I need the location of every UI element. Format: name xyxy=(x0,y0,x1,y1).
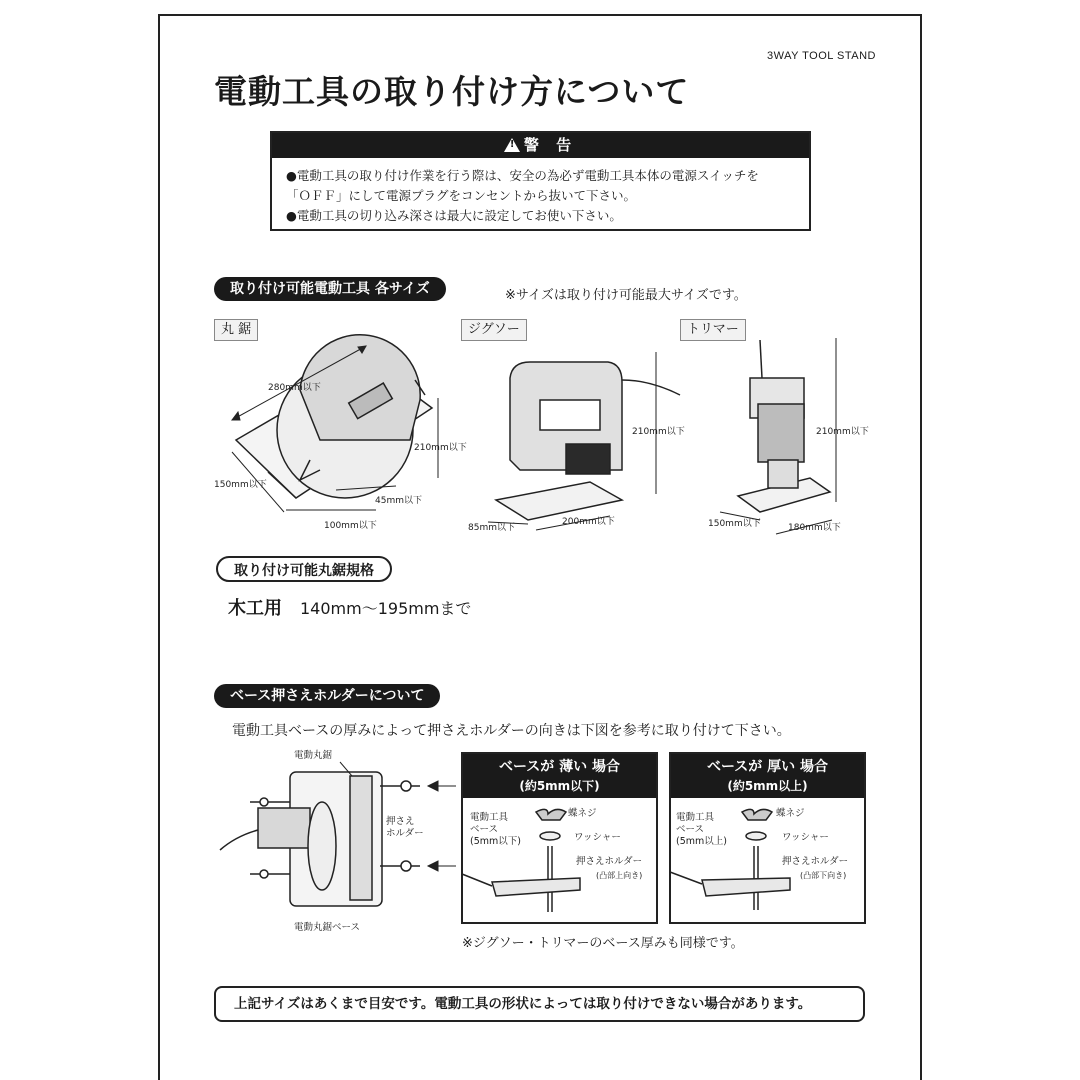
series-label: 3WAY TOOL STAND xyxy=(767,50,876,62)
case-thick-washer: ワッシャー xyxy=(782,832,829,843)
case-thin-holder-dir: (凸部上向き) xyxy=(596,871,643,880)
saw-label: 電動丸鋸 xyxy=(294,750,333,761)
case-thin-holder-label: 押さえホルダー xyxy=(576,856,643,867)
case-thick-subtitle: (約5mm以上) xyxy=(727,779,808,793)
blade-heading: 取り付け可能丸鋸規格 xyxy=(216,556,392,582)
saw-dim-width: 150mm以下 xyxy=(214,480,267,490)
jigsaw-dim-blade: 85mm以下 xyxy=(468,523,515,533)
case-thin-wing-nut: 蝶ネジ xyxy=(568,808,597,819)
sizes-note: ※サイズは取り付け可能最大サイズです。 xyxy=(505,288,747,303)
case-thin-subtitle: (約5mm以下) xyxy=(519,779,600,793)
case-thick-holder-label: 押さえホルダー xyxy=(782,856,849,867)
case-thick-wing-nut: 蝶ネジ xyxy=(776,808,805,819)
case-thick-title: ベースが 厚い 場合 xyxy=(706,759,829,775)
holder-description: 電動工具ベースの厚みによって押さえホルダーの向きは下図を参考に取り付けて下さい。 xyxy=(232,723,791,739)
tool-label-jigsaw: ジグソー xyxy=(461,319,527,341)
saw-dim-depth: 45mm以下 xyxy=(375,496,422,506)
sizes-heading: 取り付け可能電動工具 各サイズ xyxy=(214,277,446,301)
saw-base-label: 電動丸鋸ベース xyxy=(294,922,361,933)
holder-heading: ベース押さえホルダーについて xyxy=(214,684,440,708)
holder-note: ※ジグソー・トリマーのベース厚みも同様です。 xyxy=(462,936,744,951)
blade-use: 木工用 xyxy=(228,598,282,619)
case-thin-base-label: 電動工具 ベース (5mm以下) xyxy=(470,812,521,847)
jigsaw-dim-base: 200mm以下 xyxy=(562,517,615,527)
tool-label-trimmer: トリマー xyxy=(680,319,746,341)
saw-dim-length: 280mm以下 xyxy=(268,383,321,393)
warning-line-1: ●電動工具の取り付け作業を行う際は、安全の為必ず電動工具本体の電源スイッチを xyxy=(286,168,759,183)
trimmer-dim-height: 210mm以下 xyxy=(816,427,869,437)
footer-note: 上記サイズはあくまで目安です。電動工具の形状によっては取り付けできない場合があります。 xyxy=(214,986,865,1022)
case-thin-title: ベースが 薄い 場合 xyxy=(498,759,621,775)
trimmer-dim-depth: 150mm以下 xyxy=(708,519,761,529)
holder-label: 押さえ ホルダー xyxy=(386,816,424,839)
blade-range: 140mm～195mmまで xyxy=(300,599,472,618)
warning-heading: 警 告 xyxy=(523,136,578,154)
warning-line-2: 「ＯＦＦ」にして電源プラグをコンセントから抜いて下さい。 xyxy=(286,188,637,203)
jigsaw-dim-height: 210mm以下 xyxy=(632,427,685,437)
saw-dim-base: 100mm以下 xyxy=(324,521,377,531)
case-thick-holder-dir: (凸部下向き) xyxy=(800,871,847,880)
case-thin-washer: ワッシャー xyxy=(574,832,621,843)
tool-label-circular-saw: 丸 鋸 xyxy=(214,319,258,341)
trimmer-dim-width: 180mm以下 xyxy=(788,523,841,533)
warning-line-3: ●電動工具の切り込み深さは最大に設定してお使い下さい。 xyxy=(286,208,622,223)
saw-dim-height: 210mm以下 xyxy=(414,443,467,453)
page-title: 電動工具の取り付け方について xyxy=(214,72,690,111)
case-thick-base-label: 電動工具 ベース (5mm以上) xyxy=(676,812,727,847)
